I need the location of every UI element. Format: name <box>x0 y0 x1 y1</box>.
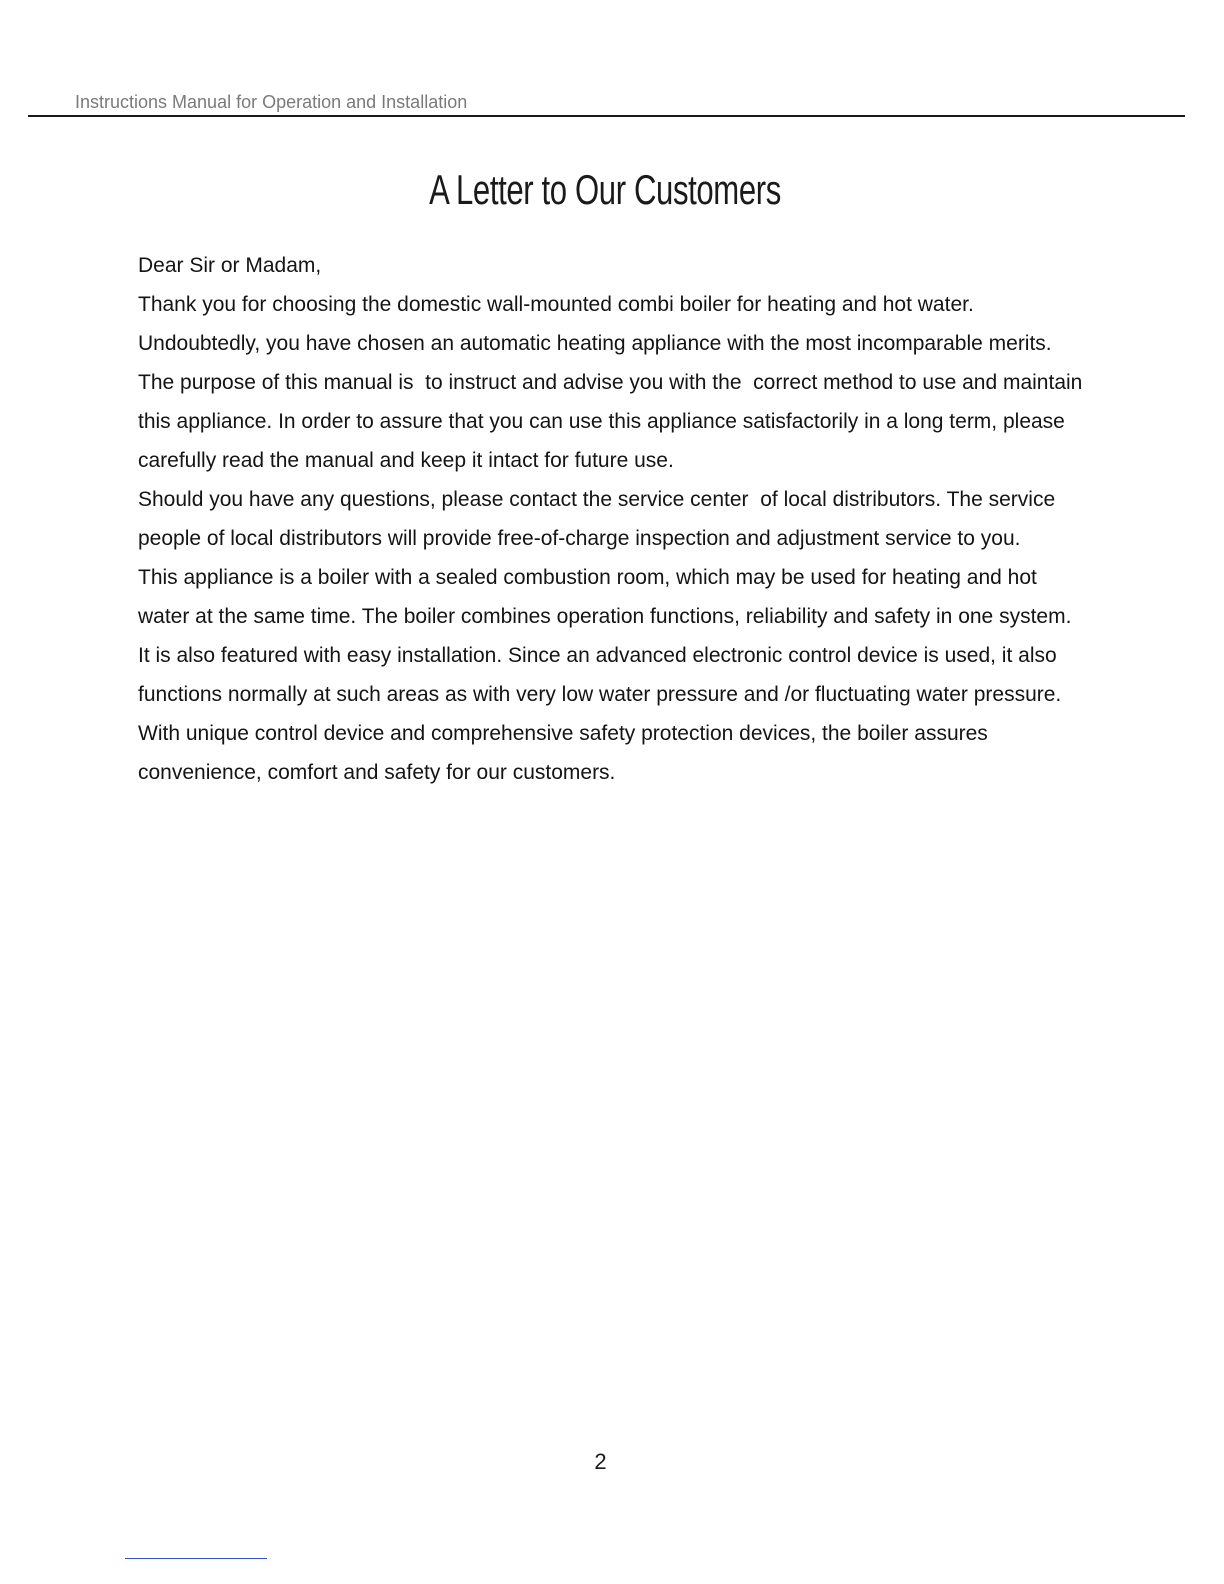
letter-paragraph: Thank you for choosing the domestic wall-mounted combi boiler for heating and hot water. Undoubtedly, you have chosen an automatic heating appliance with the most incomparable merits. <box>138 293 1052 355</box>
letter-paragraph: The purpose of this manual is to instruct and advise you with the correct method to use and maintain this appliance. In order to assure that you can use this appliance satisfactorily in a long term, please carefully read the manual and keep it intact for future use. <box>138 371 1089 472</box>
letter-body <box>138 246 1088 792</box>
page-number: 2 <box>594 1449 607 1474</box>
page-title: A Letter to Our Customers <box>429 166 781 213</box>
running-header: Instructions Manual for Operation and Installation <box>75 92 468 112</box>
letter-salutation: Dear Sir or Madam, <box>138 254 322 277</box>
header-divider <box>28 115 1185 117</box>
letter-paragraph: This appliance is a boiler with a sealed combustion room, which may be used for heating and hot water at the same time. The boiler combines operation functions, reliability and safety in one system. It is also featured with easy installation. Since an advanced electronic control device is used, it also functions normally at such areas as with very low water pressure and /or fluctuating water pressure. With unique control device and comprehensive safety protection devices, the boiler assures convenience, comfort and safety for our customers. <box>138 566 1078 784</box>
footnote-divider <box>125 1558 267 1559</box>
letter-paragraph: Should you have any questions, please contact the service center of local distributors. The service people of local distributors will provide free-of-charge inspection and adjustment service to you. <box>138 488 1061 550</box>
